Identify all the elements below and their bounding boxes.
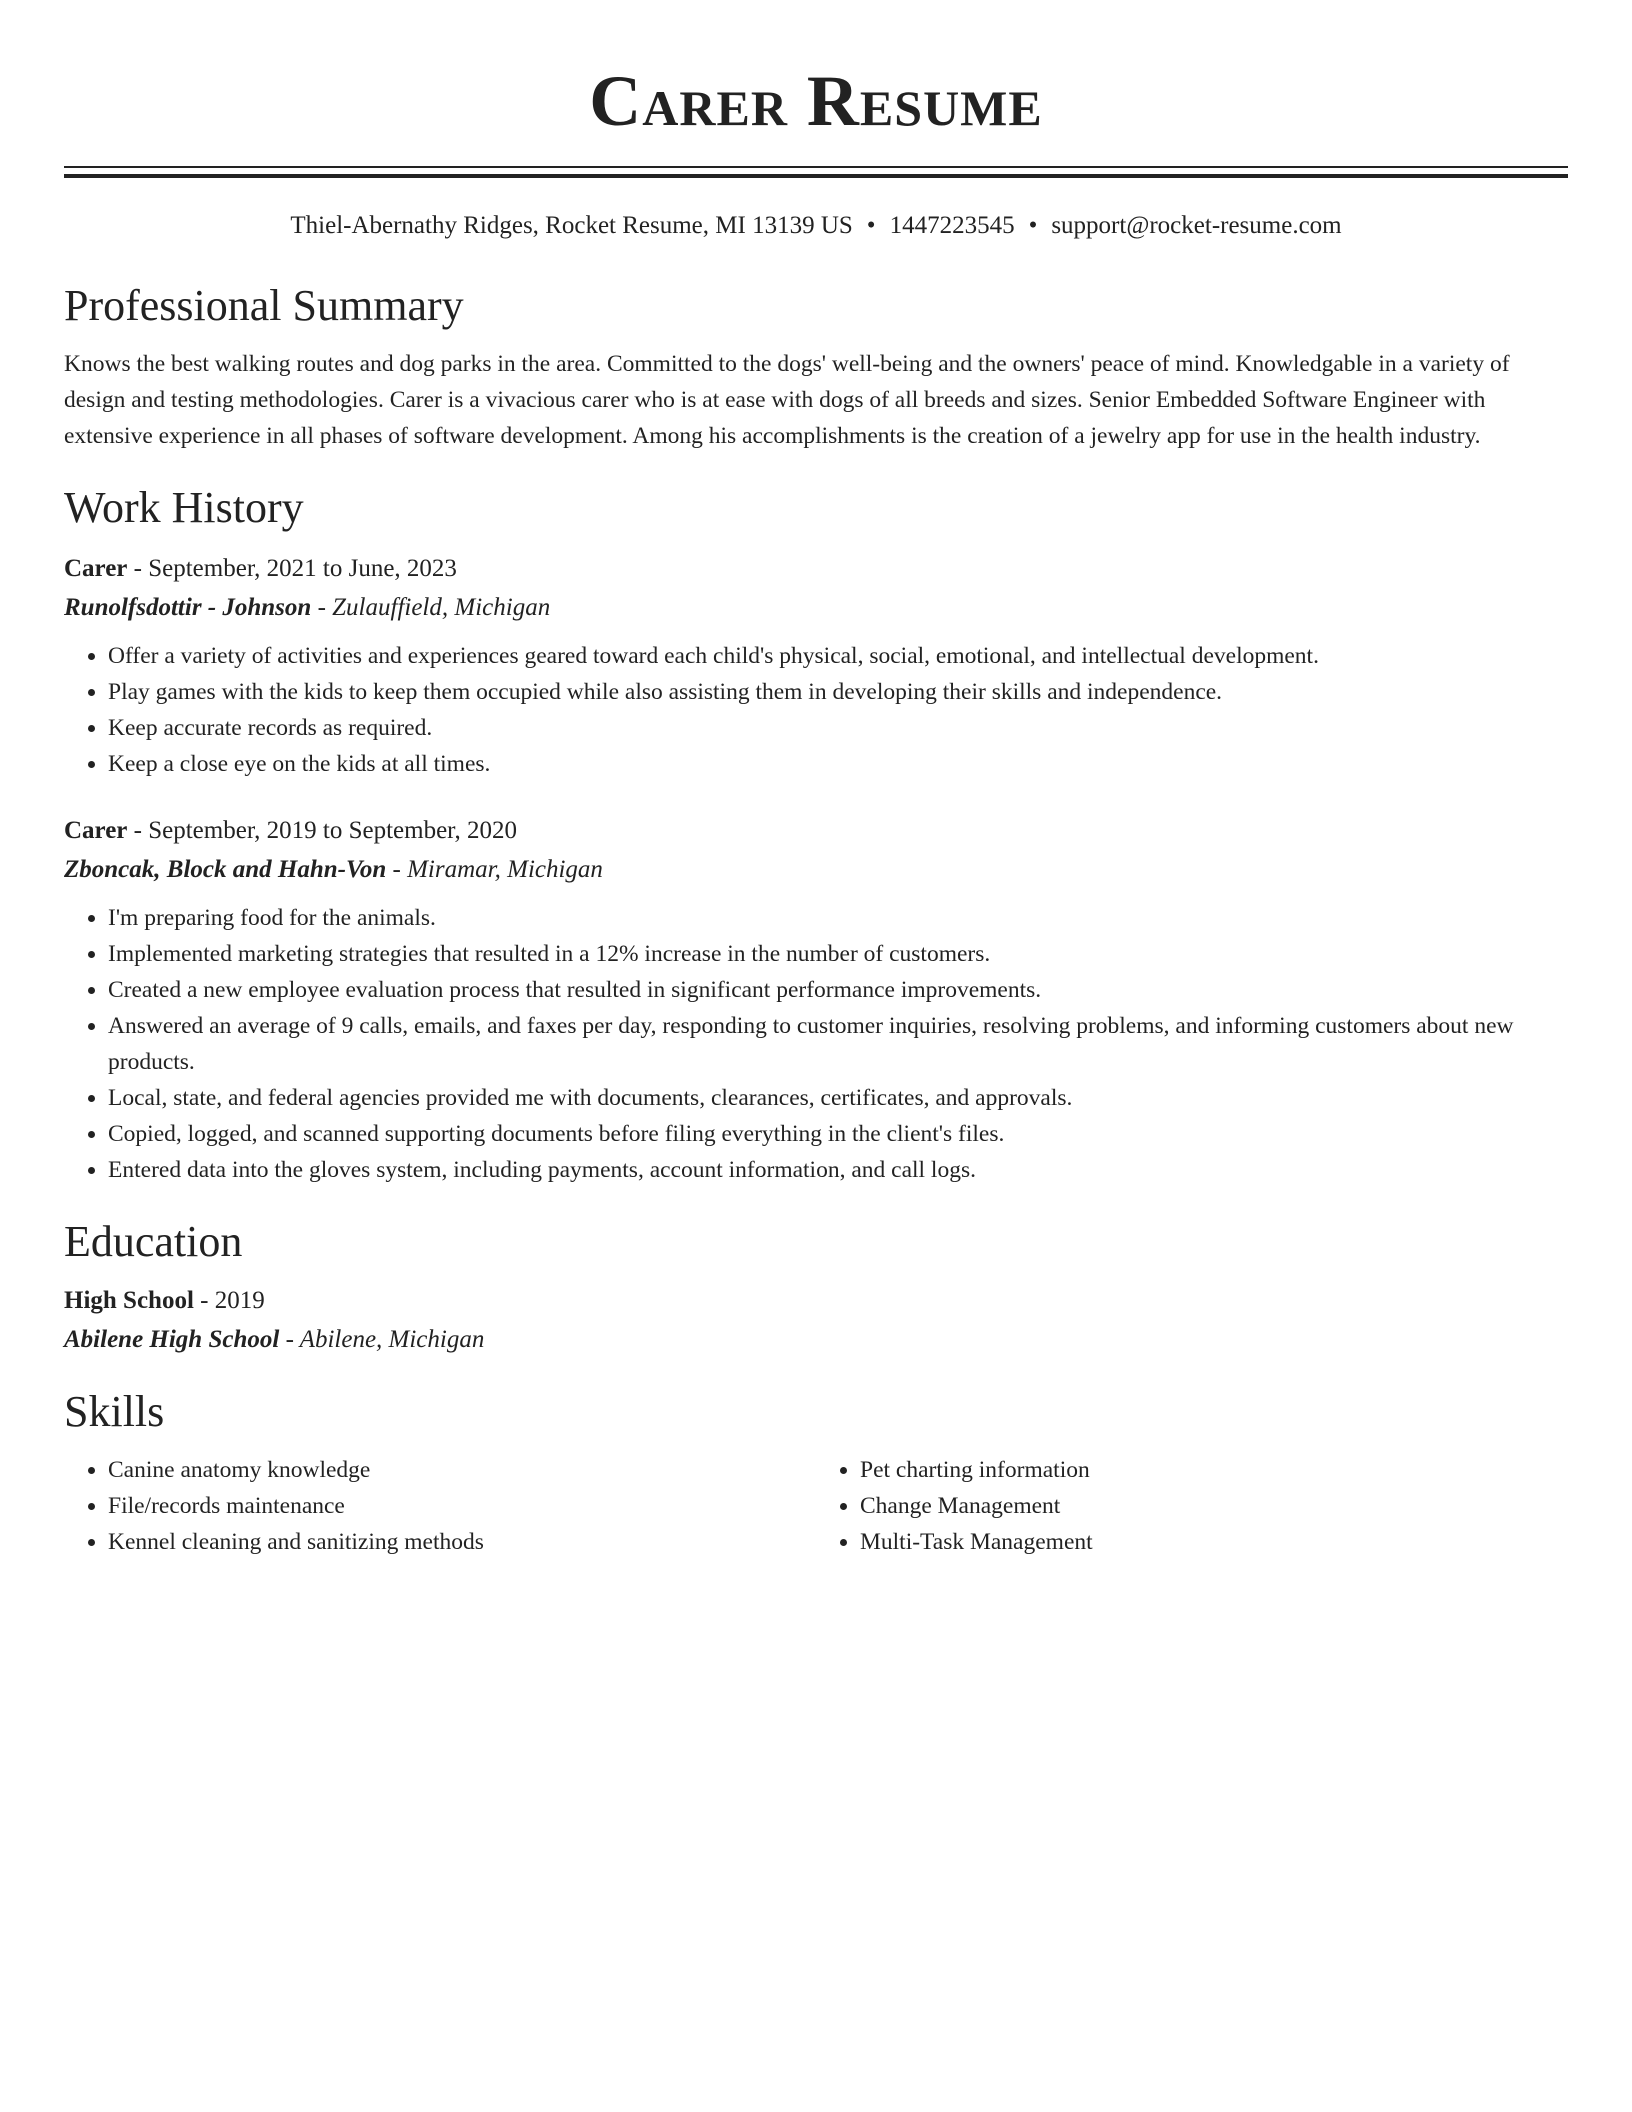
summary-text: Knows the best walking routes and dog parks in the area. Committed to the dogs' well-being and the owners' peace of mind. Knowledgable in a variety of design and testing methodologies. Carer is a vivacious carer who is at ease with dogs of all breeds and sizes. Senior Embedded Software Engineer with extensive experience in all phases of software development. Among his accomplishments is the creation of a jewelry app for use in the health industry. [64,351,1510,449]
summary-heading: Professional Summary [64,281,464,330]
company-line [64,588,1568,628]
list-item: • Keep accurate records as required. [108,710,1568,746]
list-item: • Local, state, and federal agencies provided me with documents, clearances, certificates, and approvals. [108,1080,1568,1116]
list-item: • Copied, logged, and scanned supporting documents before filing everything in the client's files. [108,1116,1568,1152]
skill-item: • Change Management [860,1488,1568,1524]
job-title: Carer [64,817,128,844]
contact-line [64,210,1568,242]
skill-item: • Multi-Task Management [860,1524,1568,1560]
education-year: - 2019 [193,1287,265,1314]
contact-email: support@rocket-resume.com [1051,212,1342,239]
job-dates: - September, 2021 to June, 2023 [127,555,457,582]
contact-separator: • [1028,212,1038,239]
job-bullets [64,900,1568,1188]
contact-phone: 1447223545 [889,212,1015,239]
skills-list-left [64,1452,816,1560]
school-name: Abilene High School [64,1326,280,1353]
education-entry [64,1282,1568,1360]
school-location: - Abilene, Michigan [279,1326,485,1353]
list-item: • Answered an average of 9 calls, emails, and faxes per day, responding to customer inquiries, resolving problems, and informing customers about new products. [108,1008,1568,1080]
list-item: • Entered data into the gloves system, including payments, account information, and call logs. [108,1152,1568,1188]
company-name: Runolfsdottir - Johnson [64,594,312,621]
contact-address: Thiel-Abernathy Ridges, Rocket Resume, MI 13139 US [290,212,853,239]
list-item: • Play games with the kids to keep them occupied while also assisting them in developing their skills and independence. [108,674,1568,710]
company-location: - Miramar, Michigan [386,856,603,883]
company-location: - Zulauffield, Michigan [311,594,551,621]
title-divider-thick [64,174,1568,178]
skills-heading: Skills [64,1387,165,1436]
job-dates: - September, 2019 to September, 2020 [127,817,517,844]
skill-item: • Kennel cleaning and sanitizing methods [108,1524,816,1560]
job-title-line [64,812,1568,850]
page-title: Carer Resume [589,61,1043,141]
list-item: • Keep a close eye on the kids at all times. [108,746,1568,782]
title-divider-thin [64,166,1568,168]
job-title-line [64,550,1568,588]
skills-list-right [816,1452,1568,1560]
work-history-heading: Work History [64,483,304,532]
list-item: • I'm preparing food for the animals. [108,900,1568,936]
list-item: • Offer a variety of activities and experiences geared toward each child's physical, social, emotional, and intellectual development. [108,638,1568,674]
list-item: • Implemented marketing strategies that resulted in a 12% increase in the number of customers. [108,936,1568,972]
job-entry [64,550,1568,782]
company-line [64,850,1568,890]
skill-item: • Pet charting information [860,1452,1568,1488]
job-title: Carer [64,555,128,582]
skill-item: • File/records maintenance [108,1488,816,1524]
school-line [64,1320,1568,1360]
job-entry [64,812,1568,1188]
contact-separator: • [866,212,876,239]
skill-item: • Canine anatomy knowledge [108,1452,816,1488]
job-bullets [64,638,1568,782]
degree-line [64,1282,1568,1320]
degree: High School [64,1287,194,1314]
skills-columns [64,1452,1568,1560]
company-name: Zboncak, Block and Hahn-Von [64,856,387,883]
education-heading: Education [64,1217,243,1266]
list-item: • Created a new employee evaluation process that resulted in significant performance improvements. [108,972,1568,1008]
